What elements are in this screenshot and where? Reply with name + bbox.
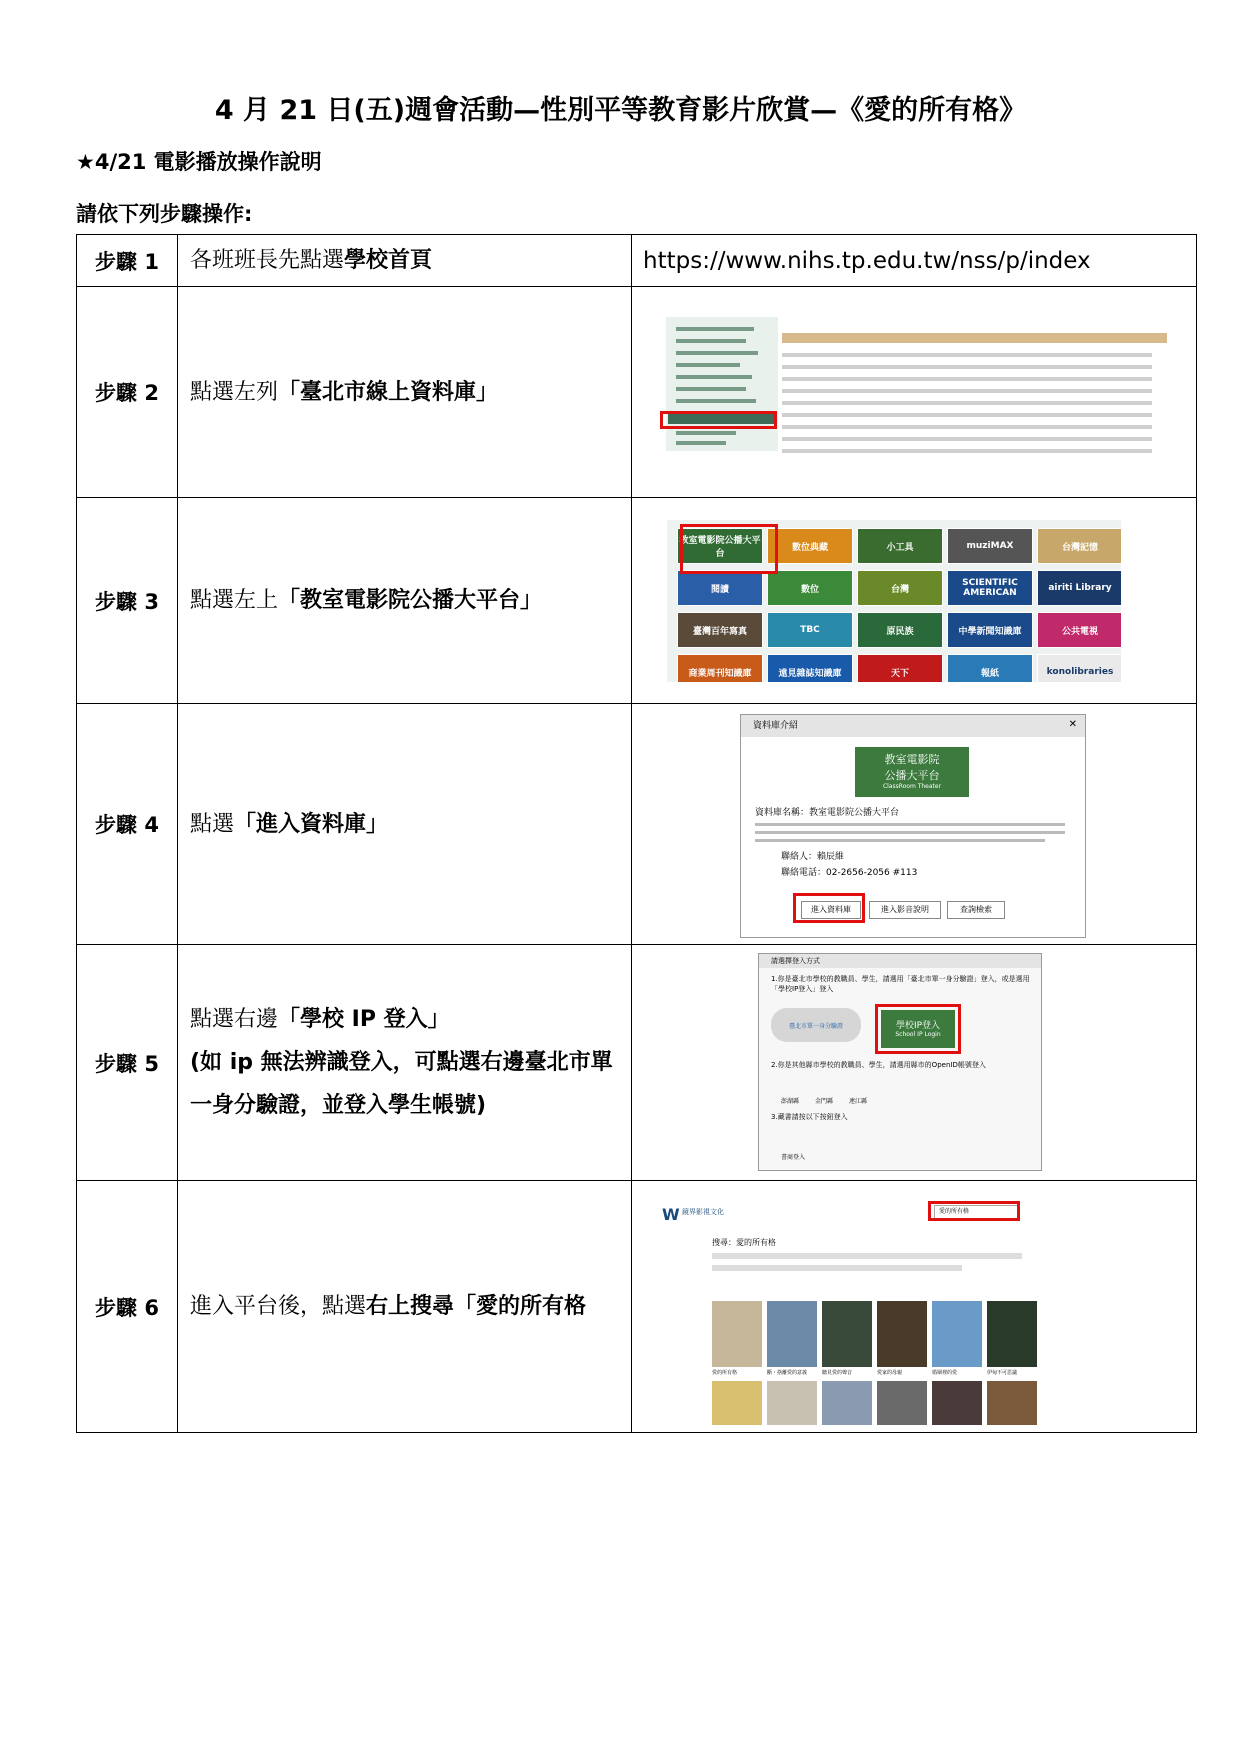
step-desc: 點選右邊「學校 IP 登入」 (如 ip 無法辨識登入，可點選右邊臺北市單一身分驗證，並登入學生帳號): [178, 945, 632, 1181]
step-3-screenshot: [632, 498, 1197, 704]
search-result-title: 搜尋：愛的所有格: [712, 1238, 776, 1247]
dialog-header: 請選擇登入方式: [759, 954, 1041, 968]
step-label: 步驟 6: [77, 1181, 178, 1433]
database-intro-dialog: [740, 714, 1086, 938]
step-row-6: [77, 1181, 1197, 1433]
highlight-box: [928, 1201, 1020, 1221]
platform-logo: W: [662, 1205, 680, 1224]
database-tile[interactable]: 公共電視: [1037, 612, 1121, 648]
tab-bar: [782, 333, 1167, 343]
step-desc: 各班班長先點選學校首頁: [178, 235, 632, 287]
taipei-single-sign-on-button[interactable]: 臺北市單一身分驗證: [771, 1008, 861, 1042]
db-name: 資料庫名稱：教室電影院公播大平台: [755, 808, 900, 818]
database-tile[interactable]: 教室電影院公播大平台: [677, 528, 763, 564]
database-tile[interactable]: 數位: [767, 570, 853, 606]
sidebar-menu: [666, 317, 778, 451]
step-2-screenshot: [632, 287, 1197, 498]
section-subtitle: ★4/21 電影播放操作說明: [76, 150, 322, 174]
step-desc: 點選左上「教室電影院公播大平台」: [178, 498, 632, 704]
database-tile[interactable]: 小工具: [857, 528, 943, 564]
movie-title[interactable]: 斷・捨離愛的意義: [767, 1370, 808, 1376]
search-input[interactable]: 愛的所有格: [934, 1205, 1020, 1219]
highlight-box: [875, 1004, 961, 1054]
movie-poster[interactable]: [822, 1381, 872, 1425]
movie-poster[interactable]: [932, 1301, 982, 1367]
enter-database-button[interactable]: 進入資料庫: [801, 901, 861, 919]
database-tile[interactable]: 報紙: [947, 654, 1033, 682]
database-tile[interactable]: SCIENTIFIC AMERICAN: [947, 570, 1033, 606]
county-kinmen[interactable]: 金門縣: [815, 1098, 834, 1105]
database-tile[interactable]: 遠見雜誌知識庫: [767, 654, 853, 682]
step-label: 步驟 4: [77, 704, 178, 945]
step-label: 步驟 5: [77, 945, 178, 1181]
highlight-box: [793, 893, 865, 923]
brand-name: 鏡界影視文化: [682, 1208, 724, 1216]
dialog-header: 資料庫介紹: [741, 715, 1085, 737]
page-title: 4 月 21 日(五)週會活動—性別平等教育影片欣賞—《愛的所有格》: [214, 95, 1027, 126]
vendor-login-button[interactable]: 書商登入: [781, 1154, 806, 1161]
movie-poster[interactable]: [712, 1301, 762, 1367]
db-phone: 聯絡電話：02-2656-2056 #113: [781, 868, 918, 878]
database-tile[interactable]: muziMAX: [947, 528, 1033, 564]
step-label: 步驟 3: [77, 498, 178, 704]
database-tile[interactable]: 商業周刊知識庫: [677, 654, 763, 682]
highlight-box: [680, 524, 778, 574]
database-tile[interactable]: 台灣: [857, 570, 943, 606]
db-contact: 聯絡人：賴辰維: [781, 852, 845, 862]
step-row-2: [77, 287, 1197, 498]
database-tile[interactable]: konolibraries: [1037, 654, 1121, 682]
school-url-link[interactable]: https://www.nihs.tp.edu.tw/nss/p/index: [643, 247, 1091, 274]
movie-poster[interactable]: [987, 1301, 1037, 1367]
highlight-box: [660, 411, 777, 429]
step-4-screenshot: [632, 704, 1197, 945]
database-tile[interactable]: 閱讀: [677, 570, 763, 606]
database-tile[interactable]: 數位典藏: [767, 528, 853, 564]
database-tile[interactable]: 中學新聞知識庫: [947, 612, 1033, 648]
movie-poster[interactable]: [932, 1381, 982, 1425]
movie-poster[interactable]: [767, 1381, 817, 1425]
database-tile[interactable]: 台灣記憶: [1037, 528, 1121, 564]
search-button[interactable]: 查詢檢索: [947, 901, 1005, 919]
step-5-screenshot: [632, 945, 1197, 1181]
step-row-5: [77, 945, 1197, 1181]
step-6-screenshot: [632, 1181, 1197, 1433]
movie-title[interactable]: 愛家的母親: [877, 1370, 903, 1376]
instructions: 請依下列步驟操作:: [76, 202, 253, 226]
school-site-thumbnail: [644, 301, 1184, 483]
movie-title[interactable]: 愛的所有格: [712, 1370, 738, 1376]
step-url: [632, 235, 1197, 287]
movie-poster[interactable]: [767, 1301, 817, 1367]
steps-table: [76, 234, 1197, 1433]
database-tile[interactable]: 天下: [857, 654, 943, 682]
step-row-3: [77, 498, 1197, 704]
database-tile[interactable]: TBC: [767, 612, 853, 648]
platform-search-page: [656, 1191, 1174, 1425]
movie-title[interactable]: 伊甸不可思議: [987, 1370, 1018, 1376]
school-ip-login-button[interactable]: 學校IP登入 School IP Login: [881, 1010, 955, 1048]
database-tile[interactable]: 臺灣百年寫真: [677, 612, 763, 648]
movie-poster[interactable]: [877, 1301, 927, 1367]
step-desc: 點選左列「臺北市線上資料庫」: [178, 287, 632, 498]
login-method-dialog: 請選擇登入方式 1.你是臺北市學校的教職員、學生，請選用「臺北市單一身分驗證」登入，或是選用「學校IP登入」登入 臺北市單一身分驗證 學校IP登入 School IP Login 2.你是其他縣市學校的教職員、學生，請選用縣市的OpenID帳號登入 澎湖縣 金門縣 連江縣 3.藏書請按以下按鈕登入 書商登入: [758, 953, 1042, 1171]
step-label: 步驟 2: [77, 287, 178, 498]
movie-poster[interactable]: [877, 1381, 927, 1425]
movie-title[interactable]: 聽見愛的聲音: [822, 1370, 853, 1376]
classroom-theater-logo: 教室電影院 公播大平台 ClassRoom Theater: [855, 747, 969, 797]
movie-poster[interactable]: [712, 1381, 762, 1425]
movie-poster[interactable]: [987, 1381, 1037, 1425]
step-desc: 進入平台後，點選右上搜尋「愛的所有格: [178, 1181, 632, 1433]
step-note: (如 ip 無法辨識登入，可點選右邊臺北市單一身分驗證，並登入學生帳號): [190, 1050, 613, 1118]
database-tile[interactable]: airiti Library: [1037, 570, 1121, 606]
step-label: 步驟 1: [77, 235, 178, 287]
county-penghu[interactable]: 澎湖縣: [781, 1098, 800, 1105]
step-desc: 點選「進入資料庫」: [178, 704, 632, 945]
video-guide-button[interactable]: 進入影音說明: [869, 901, 941, 919]
movie-title[interactable]: 婚姻裡的愛: [932, 1370, 958, 1376]
close-icon[interactable]: ✕: [1068, 719, 1077, 730]
step-row-4: [77, 704, 1197, 945]
step-row-1: [77, 235, 1197, 287]
database-tile[interactable]: 原民族: [857, 612, 943, 648]
movie-poster[interactable]: [822, 1301, 872, 1367]
county-lienchiang[interactable]: 連江縣: [849, 1098, 868, 1105]
